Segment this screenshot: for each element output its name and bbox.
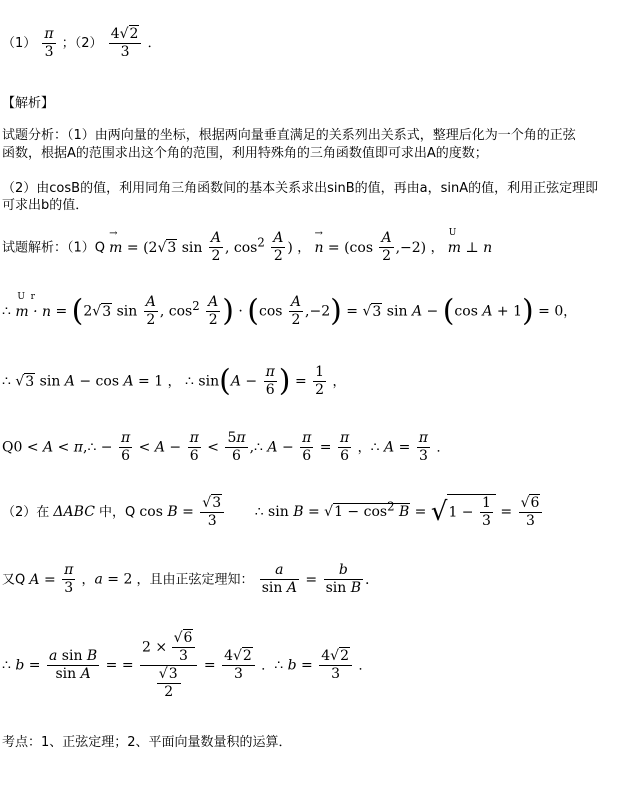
analysis-line-3: （2）由cosB的值，利用同角三角函数间的基本关系求出sinB的值，再由a，sinA的值，利用正弦定理即 (2, 181, 599, 196)
solution-law-of-sines: 又Q A = $\frac{\pi}{3}$ ，a = 2 ，且由正弦定理知： $\frac{a}{\text{sin A}}$ = $\frac{b}{\text{sin B}}$ . (2, 562, 370, 596)
answer-4root2-over-3: $\frac{4√2}{3}$ (109, 26, 142, 61)
solution-range-of-A: Q0 < A < π,∴ − $\frac{\pi}{6}$ < A − $\frac{\pi}{6}$ < $\frac{5\pi}{6}$ ,∴ A − $\frac{\pi}{6}$ = $\frac{\pi}{6}$ ，∴ A = $\frac{\pi}{3}$ ． (2, 430, 450, 464)
solution-sine-equation: ∴ √3 sin A − cos A = 1 ， ∴ sin(A − $\frac{\pi}{6}$ ) = $\frac{1}{2}$ ， (2, 363, 346, 399)
analysis-line-4: 可求出b的值． (2, 198, 89, 213)
answer-part2-label: ；（2） (61, 36, 103, 51)
section-heading: 【解析】 (2, 96, 55, 111)
sinB-value: ∴ $\sin B = √1 - \cos^2 B = √1$ − $\frac{1}{3}$ = $\frac{√6}{3}$ (255, 504, 545, 520)
vector-n-definition: → n = (cos $\frac{A}{2}$ ,−2) (314, 240, 430, 256)
solution-label: 试题解析：（1）Q (2, 240, 106, 256)
key-points: 考点：1、正弦定理；2、平面向量数量积的运算． (2, 735, 292, 750)
analysis-line-1: 试题分析：（1）由两向量的坐标，根据两向量垂直满足的关系列出关系式，整理后化为一个角的正弦 (2, 128, 576, 143)
solution-line-1: 试题解析：（1）Q → m = (2√3 sin $\frac{A}{2}$ , $\cos^2$ $\frac{A}{2}$ ) ， → n = (cos $\frac{A}{2}$ ,−2) ， U m ⊥ n (2, 230, 492, 265)
answer-line (2, 26, 161, 61)
answer-part1-label: （1） (2, 36, 37, 51)
cosB-value: cos B = $\frac{√3}{3}$ (139, 504, 230, 520)
solution-b-value: ∴ b = $\frac{\text{a sin B}}{\text{sin A}}$ = = 2 × $\frac{√6}{3}$ $\frac{√3}{2}$ = $\frac{4√2}{3}$ ．∴ b = $\frac{4√2}{3}$ ． (2, 630, 372, 700)
analysis-line-2: 函数，根据A的范围求出这个角的范围，利用特殊角的三角函数值即可求出A的度数； (2, 146, 488, 161)
solution-part2: （2）在 ΔABC 中，Q cos B = $\frac{√3}{3}$ ∴ $\sin B = √1 - \cos^2 B = √1$ − $\frac{1}{3}$ = $\frac{√6}{3}$ (2, 494, 544, 530)
solution-dot-product: ∴ m · n U r = (2√3 sin $\frac{A}{2}$ , $\cos^2$ $\frac{A}{2}$ ) · (cos $\frac{A}{2}$ ,−2) = √3 sin A − (cos A + 1) = 0， (2, 291, 577, 329)
perpendicular-condition: U m ⊥ n (447, 227, 493, 256)
vector-m-definition: → m = (2√3 sin $\frac{A}{2}$ , $\cos^2$ $\frac{A}{2}$ ) (109, 240, 297, 256)
answer-end: ． (147, 36, 161, 51)
answer-pi-over-3: $\frac{\pi}{3}$ (44, 26, 54, 60)
